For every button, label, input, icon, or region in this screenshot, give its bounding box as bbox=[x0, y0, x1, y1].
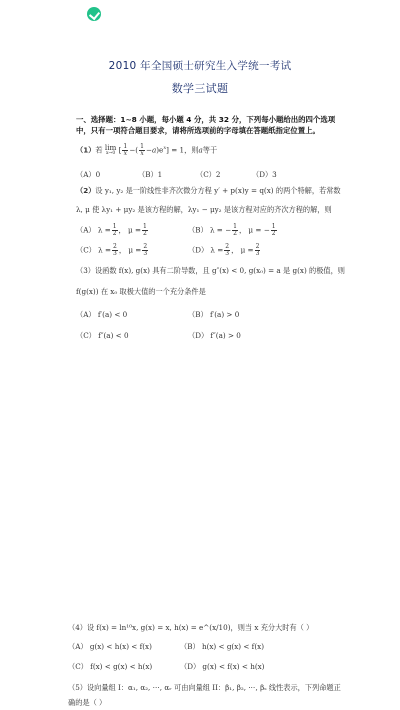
question-3: （3）设函数 f(x), g(x) 具有二阶导数，且 g″(x) < 0, g(x₀) = a 是 g(x) 的极值，则 bbox=[76, 266, 345, 275]
question-5: （5）设向量组 I：α₁, α₂, ⋯, αᵣ 可由向量组 II：β₁, β₂, ⋯, βₛ 线性表示，下列命题正 bbox=[68, 683, 341, 692]
fraction: $\frac{1}{x}$ bbox=[123, 143, 128, 157]
q2-option-a: （A） λ = $\frac{1}{2}$ ， μ = $\frac{1}{2}$ bbox=[76, 223, 147, 237]
question-number: （1） bbox=[76, 145, 96, 155]
question-5-line-2: 确的是（ ） bbox=[68, 698, 107, 707]
exam-title: 2010 年全国硕士研究生入学统一考试 bbox=[108, 60, 292, 72]
limit: lim x→0 bbox=[104, 142, 117, 156]
question-4: （4）设 f(x) = ln¹⁰x, g(x) = x, h(x) = e^(x/10)，则当 x 充分大时有（ ） bbox=[68, 623, 314, 632]
q1-option-c: （C）2 bbox=[196, 170, 221, 179]
q4-option-b: （B） h(x) < g(x) < f(x) bbox=[180, 642, 265, 651]
question-3-line-2: f(g(x)) 在 x₀ 取极大值的一个充分条件是 bbox=[76, 287, 206, 296]
q2-option-c: （C） λ = $\frac{2}{3}$ ， μ = $\frac{2}{3}$ bbox=[76, 243, 148, 257]
q3-option-d: （D） f″(a) > 0 bbox=[188, 331, 241, 340]
q3-option-a: （A） f′(a) < 0 bbox=[76, 310, 128, 319]
q1-option-b: （B）1 bbox=[138, 170, 163, 179]
logo-icon bbox=[87, 7, 101, 21]
q4-option-a: （A） g(x) < h(x) < f(x) bbox=[68, 642, 152, 651]
question-2-line-2: λ, μ 使 λy₁ + μy₂ 是该方程的解，λy₁ − μy₂ 是该方程对应的齐次方程的解，则 bbox=[76, 205, 332, 214]
fraction: $\frac{1}{x}$ bbox=[140, 143, 144, 157]
q2-option-d: （D） λ = $\frac{2}{3}$ ， μ = $\frac{2}{3}$ bbox=[188, 243, 260, 257]
question-1: （1）若 lim x→0 [ $\frac{1}{x}$ −( $\frac{1}{x}$ $-a)e^x] = 1$，则a等于 bbox=[76, 142, 218, 157]
q1-option-d: （D）3 bbox=[252, 170, 277, 179]
q4-option-d: （D） g(x) < f(x) < h(x) bbox=[180, 662, 265, 671]
q4-option-c: （C） f(x) < g(x) < h(x) bbox=[68, 662, 153, 671]
exam-subtitle: 数学三试题 bbox=[171, 82, 229, 95]
q3-option-c: （C） f″(a) < 0 bbox=[76, 331, 129, 340]
q2-option-b: （B） λ = − $\frac{1}{2}$ ， μ = − $\frac{1}{2}$ bbox=[188, 223, 276, 237]
question-2: （2）设 y₁, y₂ 是一阶线性非齐次微分方程 y′ + p(x)y = q(x) 的两个特解，若常数 bbox=[76, 186, 341, 195]
question-number: （2） bbox=[76, 186, 96, 195]
section-heading: 一、选择题：1~8 小题，每小题 4 分，共 32 分，下列每小题给出的四个选项中，只有一项符合题目要求，请将所选项前的字母填在答题纸指定位置上。 bbox=[76, 115, 336, 135]
q1-option-a: （A）0 bbox=[76, 170, 101, 179]
q3-option-b: （B） f′(a) > 0 bbox=[188, 310, 240, 319]
